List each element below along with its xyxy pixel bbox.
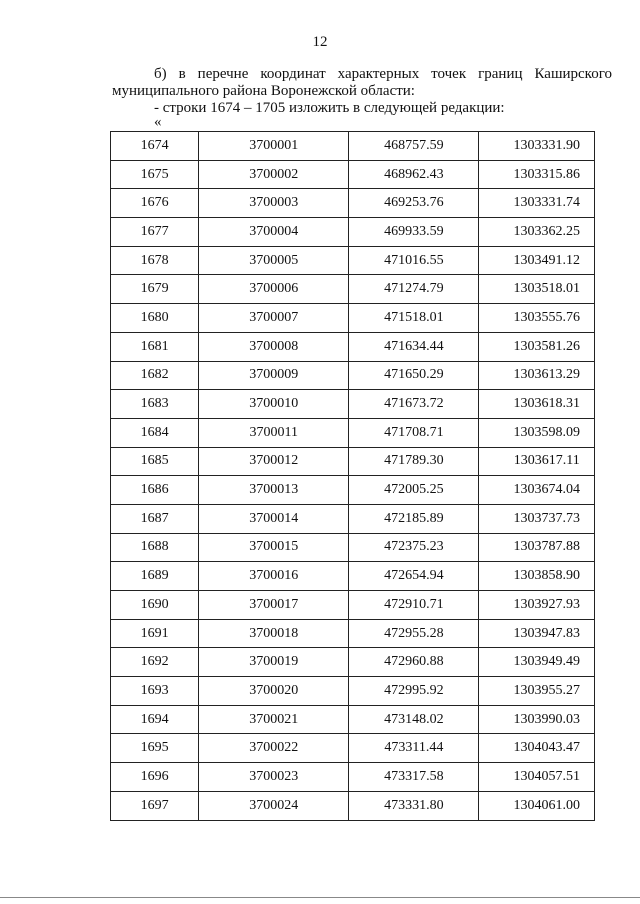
point-number-cell: 1676	[111, 189, 199, 218]
point-id-cell: 3700022	[199, 734, 349, 763]
page-number: 12	[312, 34, 328, 50]
table-row	[111, 160, 595, 189]
point-id-cell: 3700008	[199, 332, 349, 361]
y-coordinate-value: 1303555.76	[513, 309, 580, 325]
table-row	[111, 562, 595, 591]
point-number-cell: 1680	[111, 304, 199, 333]
point-id-cell: 3700023	[199, 763, 349, 792]
table-row	[111, 504, 595, 533]
x-coordinate-cell: 473317.58	[349, 763, 479, 792]
point-number-cell: 1696	[111, 763, 199, 792]
point-number-cell: 1697	[111, 791, 199, 820]
y-coordinate-cell	[479, 677, 595, 706]
point-id-cell: 3700009	[199, 361, 349, 390]
y-coordinate-value: 1304061.00	[513, 797, 580, 813]
x-coordinate-cell: 468757.59	[349, 132, 479, 161]
y-coordinate-value: 1303331.74	[513, 195, 580, 211]
point-number-cell: 1679	[111, 275, 199, 304]
point-number-cell: 1681	[111, 332, 199, 361]
table-row	[111, 275, 595, 304]
table-row	[111, 447, 595, 476]
y-coordinate-cell	[479, 763, 595, 792]
coordinates-table-body	[111, 132, 595, 821]
point-id-cell: 3700014	[199, 504, 349, 533]
x-coordinate-cell: 473331.80	[349, 791, 479, 820]
x-coordinate-cell: 469253.76	[349, 189, 479, 218]
table-row	[111, 763, 595, 792]
table-row	[111, 189, 595, 218]
point-number-cell: 1692	[111, 648, 199, 677]
point-id-cell: 3700012	[199, 447, 349, 476]
x-coordinate-cell: 472005.25	[349, 476, 479, 505]
y-coordinate-cell	[479, 132, 595, 161]
y-coordinate-cell	[479, 533, 595, 562]
y-coordinate-value: 1303315.86	[513, 166, 580, 182]
point-id-cell: 3700011	[199, 418, 349, 447]
point-number-cell: 1691	[111, 619, 199, 648]
point-number-cell: 1695	[111, 734, 199, 763]
point-number-cell: 1690	[111, 591, 199, 620]
y-coordinate-cell	[479, 361, 595, 390]
point-id-cell: 3700020	[199, 677, 349, 706]
y-coordinate-value: 1303618.31	[513, 396, 580, 412]
point-id-cell: 3700017	[199, 591, 349, 620]
x-coordinate-cell: 471708.71	[349, 418, 479, 447]
point-id-cell: 3700016	[199, 562, 349, 591]
y-coordinate-value: 1303787.88	[513, 539, 580, 555]
point-number-cell: 1689	[111, 562, 199, 591]
point-id-cell: 3700015	[199, 533, 349, 562]
point-id-cell: 3700005	[199, 246, 349, 275]
y-coordinate-value: 1303613.29	[513, 367, 580, 383]
y-coordinate-value: 1304057.51	[513, 768, 580, 784]
y-coordinate-cell	[479, 791, 595, 820]
y-coordinate-cell	[479, 648, 595, 677]
point-number-cell: 1674	[111, 132, 199, 161]
x-coordinate-cell: 471518.01	[349, 304, 479, 333]
table-row	[111, 390, 595, 419]
point-id-cell: 3700006	[199, 275, 349, 304]
y-coordinate-value: 1303491.12	[513, 252, 580, 268]
point-number-cell: 1675	[111, 160, 199, 189]
table-row	[111, 361, 595, 390]
table-row	[111, 648, 595, 677]
y-coordinate-cell	[479, 390, 595, 419]
point-number-cell: 1678	[111, 246, 199, 275]
y-coordinate-cell	[479, 705, 595, 734]
y-coordinate-cell	[479, 476, 595, 505]
x-coordinate-cell: 469933.59	[349, 218, 479, 247]
y-coordinate-value: 1303949.49	[513, 654, 580, 670]
x-coordinate-cell: 471634.44	[349, 332, 479, 361]
y-coordinate-cell	[479, 418, 595, 447]
table-row	[111, 619, 595, 648]
x-coordinate-cell: 471673.72	[349, 390, 479, 419]
y-coordinate-value: 1303617.11	[513, 453, 580, 469]
point-number-cell: 1684	[111, 418, 199, 447]
y-coordinate-value: 1303737.73	[513, 510, 580, 526]
y-coordinate-value: 1303331.90	[513, 137, 580, 153]
opening-quote: «	[154, 114, 162, 130]
y-coordinate-cell	[479, 304, 595, 333]
x-coordinate-cell: 472910.71	[349, 591, 479, 620]
table-row	[111, 304, 595, 333]
y-coordinate-cell	[479, 447, 595, 476]
y-coordinate-value: 1303598.09	[513, 424, 580, 440]
point-number-cell: 1677	[111, 218, 199, 247]
y-coordinate-cell	[479, 246, 595, 275]
y-coordinate-cell	[479, 218, 595, 247]
table-row	[111, 591, 595, 620]
x-coordinate-cell: 472955.28	[349, 619, 479, 648]
y-coordinate-value: 1303362.25	[513, 223, 580, 239]
point-number-cell: 1687	[111, 504, 199, 533]
point-id-cell: 3700003	[199, 189, 349, 218]
table-row	[111, 705, 595, 734]
table-row	[111, 132, 595, 161]
point-number-cell: 1685	[111, 447, 199, 476]
point-number-cell: 1694	[111, 705, 199, 734]
table-row	[111, 476, 595, 505]
coordinates-table	[110, 131, 595, 821]
y-coordinate-cell	[479, 734, 595, 763]
x-coordinate-cell: 471274.79	[349, 275, 479, 304]
table-row	[111, 734, 595, 763]
y-coordinate-value: 1303927.93	[513, 596, 580, 612]
y-coordinate-cell	[479, 189, 595, 218]
point-id-cell: 3700013	[199, 476, 349, 505]
y-coordinate-value: 1303990.03	[513, 711, 580, 727]
point-id-cell: 3700024	[199, 791, 349, 820]
y-coordinate-cell	[479, 160, 595, 189]
x-coordinate-cell: 471016.55	[349, 246, 479, 275]
point-number-cell: 1682	[111, 361, 199, 390]
table-row	[111, 533, 595, 562]
point-id-cell: 3700001	[199, 132, 349, 161]
x-coordinate-cell: 468962.43	[349, 160, 479, 189]
y-coordinate-cell	[479, 562, 595, 591]
point-id-cell: 3700007	[199, 304, 349, 333]
x-coordinate-cell: 472654.94	[349, 562, 479, 591]
point-id-cell: 3700021	[199, 705, 349, 734]
table-row	[111, 791, 595, 820]
x-coordinate-cell: 473148.02	[349, 705, 479, 734]
y-coordinate-value: 1303955.27	[513, 682, 580, 698]
table-row	[111, 246, 595, 275]
point-id-cell: 3700018	[199, 619, 349, 648]
point-id-cell: 3700002	[199, 160, 349, 189]
table-row	[111, 218, 595, 247]
x-coordinate-cell: 471789.30	[349, 447, 479, 476]
x-coordinate-cell: 472185.89	[349, 504, 479, 533]
table-row	[111, 332, 595, 361]
intro-text	[112, 66, 612, 117]
x-coordinate-cell: 472995.92	[349, 677, 479, 706]
y-coordinate-value: 1303581.26	[513, 338, 580, 354]
point-number-cell: 1686	[111, 476, 199, 505]
y-coordinate-cell	[479, 332, 595, 361]
intro-instruction: - строки 1674 – 1705 изложить в следующей редакции:	[154, 100, 505, 116]
y-coordinate-value: 1303518.01	[513, 281, 580, 297]
table-row	[111, 677, 595, 706]
point-number-cell: 1683	[111, 390, 199, 419]
y-coordinate-cell	[479, 275, 595, 304]
x-coordinate-cell: 471650.29	[349, 361, 479, 390]
table-row	[111, 418, 595, 447]
footer-rule	[0, 897, 640, 898]
y-coordinate-value: 1304043.47	[513, 740, 580, 756]
y-coordinate-cell	[479, 504, 595, 533]
point-number-cell: 1688	[111, 533, 199, 562]
x-coordinate-cell: 472375.23	[349, 533, 479, 562]
y-coordinate-value: 1303947.83	[513, 625, 580, 641]
point-number-cell: 1693	[111, 677, 199, 706]
x-coordinate-cell: 472960.88	[349, 648, 479, 677]
y-coordinate-value: 1303858.90	[513, 568, 580, 584]
intro-paragraph: б) в перечне координат характерных точек границ Каширского муниципального района Воронежской области:	[112, 66, 612, 99]
y-coordinate-cell	[479, 619, 595, 648]
x-coordinate-cell: 473311.44	[349, 734, 479, 763]
point-id-cell: 3700019	[199, 648, 349, 677]
y-coordinate-cell	[479, 591, 595, 620]
y-coordinate-value: 1303674.04	[513, 482, 580, 498]
point-id-cell: 3700010	[199, 390, 349, 419]
point-id-cell: 3700004	[199, 218, 349, 247]
